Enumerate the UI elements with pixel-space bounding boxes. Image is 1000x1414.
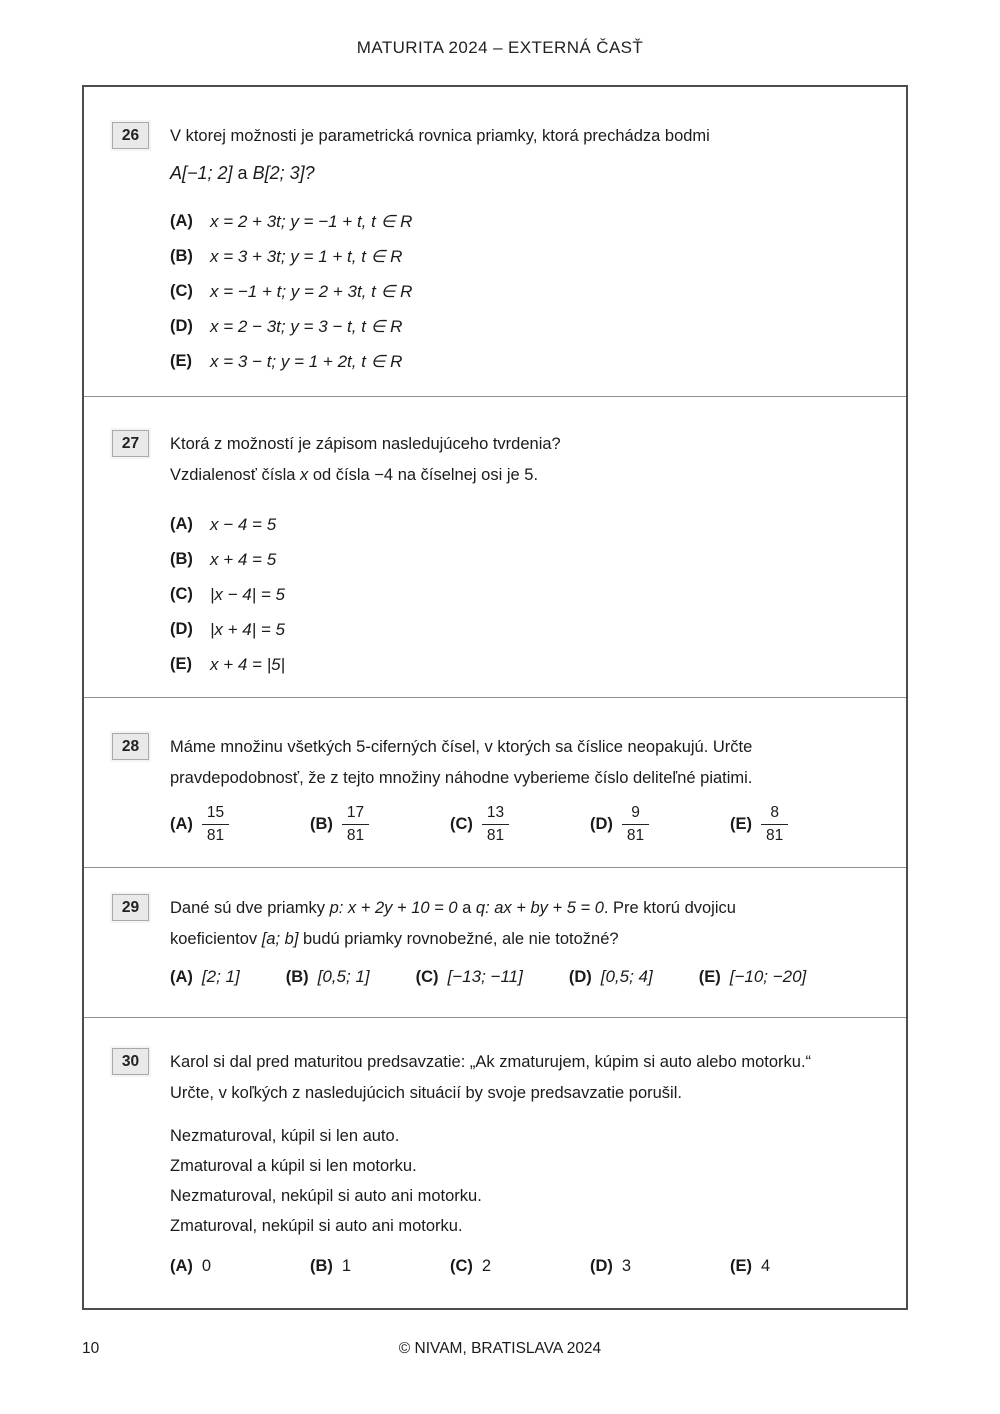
- question-text: [170, 732, 752, 794]
- question-line-2: koeficientov [a; b] budú priamky rovnobežné, ale nie totožné?: [170, 930, 619, 948]
- option-label: (D): [568, 967, 592, 986]
- option-e: [170, 647, 878, 682]
- fraction: [342, 804, 369, 845]
- option-math: x + 4 = 5: [210, 549, 277, 569]
- option-label: (A): [170, 814, 193, 833]
- option-label: (C): [415, 967, 439, 986]
- option-math: x = −1 + t; y = 2 + 3t, t ∈ R: [210, 281, 413, 301]
- option-label: (A): [170, 1257, 193, 1275]
- fraction-numerator: 8: [770, 804, 779, 821]
- point-a: A[−1; 2]: [170, 163, 233, 183]
- option-label: (E): [730, 814, 752, 833]
- option-c: [416, 967, 523, 987]
- fraction-numerator: 13: [486, 804, 505, 821]
- option-d: [170, 612, 878, 647]
- copyright-text: © NIVAM, BRATISLAVA 2024: [398, 1340, 602, 1357]
- question-number-badge: 26: [112, 122, 149, 149]
- option-math: x = 2 + 3t; y = −1 + t, t ∈ R: [210, 211, 413, 231]
- fraction-numerator: 15: [206, 804, 225, 821]
- option-label: (D): [170, 620, 193, 638]
- option-label: (D): [170, 317, 193, 335]
- option-math: |x − 4| = 5: [210, 584, 285, 604]
- option-b: [170, 239, 878, 274]
- option-a: [170, 804, 310, 845]
- option-b: [310, 1257, 450, 1276]
- option-math: [2; 1]: [201, 967, 240, 986]
- option-c: [450, 804, 590, 845]
- question-29: [84, 867, 906, 1017]
- option-a: [170, 1257, 310, 1276]
- option-b: [286, 967, 370, 987]
- question-math-line: [170, 154, 878, 192]
- option-label: (E): [698, 967, 721, 986]
- questions-frame: [82, 85, 908, 1310]
- fraction-denominator: 81: [622, 824, 649, 845]
- options-row: [170, 804, 878, 845]
- fraction-denominator: 81: [761, 824, 788, 845]
- option-value: 0: [201, 1257, 212, 1275]
- option-d: [170, 309, 878, 344]
- statement-line: Nezmaturoval, nekúpil si auto ani motorku.: [170, 1187, 482, 1205]
- fraction: [761, 804, 788, 845]
- option-e: [699, 967, 807, 987]
- question-text: V ktorej možnosti je parametrická rovnica priamky, ktorá prechádza bodmi: [170, 127, 710, 145]
- option-label: (B): [170, 247, 193, 265]
- option-label: (B): [310, 1257, 333, 1275]
- option-label: (B): [170, 550, 193, 568]
- fraction: [202, 804, 229, 845]
- question-number-badge: 29: [112, 894, 149, 921]
- page-title: MATURITA 2024 – EXTERNÁ ČASŤ: [356, 38, 644, 57]
- question-line-1: Karol si dal pred maturitou predsavzatie: „Ak zmaturujem, kúpim si auto alebo motorku.“: [170, 1053, 812, 1071]
- option-label: (E): [170, 352, 192, 370]
- option-label: (A): [170, 515, 193, 533]
- option-d: [590, 1257, 730, 1276]
- option-math: x = 3 − t; y = 1 + 2t, t ∈ R: [210, 351, 403, 371]
- option-b: [310, 804, 450, 845]
- statements-list: [170, 1121, 878, 1241]
- question-26: [84, 87, 906, 396]
- option-d: [569, 967, 653, 987]
- option-c: [450, 1257, 590, 1276]
- option-value: 4: [761, 1257, 771, 1275]
- question-line-2: Určte, v koľkých z nasledujúcich situácií by svoje predsavzatie porušil.: [170, 1084, 682, 1102]
- question-line-1: Dané sú dve priamky p: x + 2y + 10 = 0 a q: ax + by + 5 = 0. Pre ktorú dvojicu: [170, 899, 736, 917]
- option-label: (D): [590, 814, 613, 833]
- option-label: (A): [170, 967, 193, 986]
- question-28: [84, 697, 906, 867]
- option-e: [730, 1257, 770, 1276]
- option-label: (E): [730, 1257, 752, 1275]
- option-label: (A): [170, 212, 193, 230]
- option-value: 2: [481, 1257, 492, 1275]
- option-label: (B): [310, 814, 333, 833]
- option-label: (C): [450, 1257, 473, 1275]
- question-text: [170, 1047, 811, 1109]
- point-b: B[2; 3]?: [252, 163, 315, 183]
- option-label: (D): [590, 1257, 613, 1275]
- options-list: [170, 204, 878, 379]
- question-27: [84, 396, 906, 697]
- option-math: |x + 4| = 5: [210, 619, 285, 639]
- question-text: [170, 893, 736, 955]
- fraction: [482, 804, 509, 845]
- option-math: [0,5; 1]: [317, 967, 370, 986]
- option-b: [170, 542, 878, 577]
- option-a: [170, 204, 878, 239]
- question-line-2: Vzdialenosť čísla x od čísla −4 na číselnej osi je 5.: [170, 466, 539, 484]
- option-math: [−10; −20]: [729, 967, 807, 986]
- question-number-badge: 27: [112, 430, 149, 457]
- option-label: (E): [170, 655, 192, 673]
- option-label: (C): [170, 282, 193, 300]
- question-text: [170, 429, 561, 491]
- fraction-numerator: 17: [346, 804, 365, 821]
- option-math: x = 2 − 3t; y = 3 − t, t ∈ R: [210, 316, 403, 336]
- fraction: [622, 804, 649, 845]
- conjunction: a: [232, 163, 253, 183]
- option-math: [−13; −11]: [447, 967, 523, 986]
- page-number: 10: [82, 1340, 100, 1357]
- question-number-badge: 28: [112, 733, 149, 760]
- statement-line: Zmaturoval, nekúpil si auto ani motorku.: [170, 1217, 463, 1235]
- question-line-1: Ktorá z možností je zápisom nasledujúceho tvrdenia?: [170, 435, 561, 453]
- option-value: 3: [621, 1257, 632, 1275]
- question-number-badge: 30: [112, 1048, 149, 1075]
- fraction-denominator: 81: [342, 824, 369, 845]
- option-e: [730, 804, 788, 845]
- option-label: (C): [450, 814, 473, 833]
- option-label: (B): [285, 967, 309, 986]
- options-row: [170, 1257, 878, 1276]
- statement-line: Zmaturoval a kúpil si len motorku.: [170, 1157, 417, 1175]
- option-math: x = 3 + 3t; y = 1 + t, t ∈ R: [210, 246, 403, 266]
- options-row: [170, 967, 878, 987]
- fraction-numerator: 9: [631, 804, 640, 821]
- fraction-denominator: 81: [482, 824, 509, 845]
- option-a: [170, 967, 240, 987]
- option-c: [170, 274, 878, 309]
- option-math: [0,5; 4]: [600, 967, 653, 986]
- option-math: x + 4 = |5|: [210, 654, 285, 674]
- question-line-2: pravdepodobnosť, že z tejto množiny náhodne vyberieme číslo deliteľné piatimi.: [170, 769, 753, 787]
- option-label: (C): [170, 585, 193, 603]
- option-a: [170, 507, 878, 542]
- fraction-denominator: 81: [202, 824, 229, 845]
- statement-line: Nezmaturoval, kúpil si len auto.: [170, 1127, 400, 1145]
- option-d: [590, 804, 730, 845]
- options-list: [170, 507, 878, 682]
- option-value: 1: [341, 1257, 352, 1275]
- option-e: [170, 344, 878, 379]
- option-c: [170, 577, 878, 612]
- option-math: x − 4 = 5: [210, 514, 277, 534]
- question-line-1: Máme množinu všetkých 5-ciferných čísel, v ktorých sa číslice neopakujú. Určte: [170, 738, 753, 756]
- question-30: [84, 1017, 906, 1308]
